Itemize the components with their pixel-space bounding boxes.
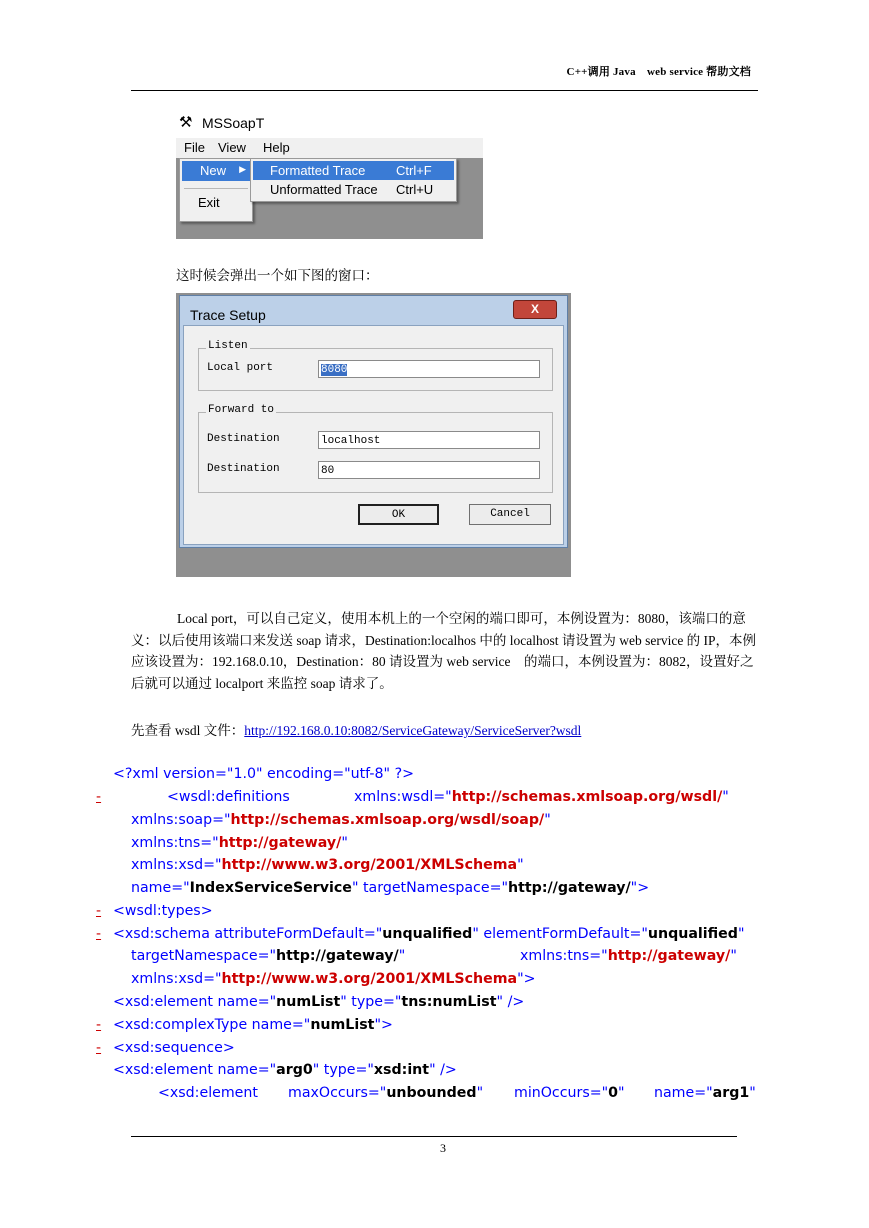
xml-attr-name: xmlns:tns=" [131, 835, 219, 851]
xml-attr-value: tns:numList [401, 994, 497, 1010]
xml-attr [354, 789, 729, 805]
xml-attr-name: xmlns:xsd=" [131, 971, 222, 987]
xml-attr-name: xmlns:tns=" [520, 948, 608, 964]
collapse-toggle[interactable]: - [96, 1017, 102, 1033]
listen-group [198, 340, 553, 391]
menu-item-shortcut: Ctrl+U [396, 182, 434, 197]
destination-label: Destination [207, 433, 280, 445]
xml-attr-value: http://gateway/ [508, 880, 631, 896]
collapse-toggle[interactable]: - [96, 926, 102, 942]
menu-item-label: Formatted Trace [270, 163, 366, 178]
xml-quote: " [544, 812, 551, 828]
wsdl-prefix: 先查看 wsdl 文件： [131, 723, 245, 738]
xml-attr-value: http://gateway/ [607, 948, 731, 964]
xml-attr [520, 948, 737, 964]
file-menu [179, 158, 253, 222]
xml-line-schema-xsd [131, 971, 536, 987]
xml-quote: "> [517, 971, 536, 987]
xml-quote: " [341, 835, 348, 851]
xml-declaration: <?xml version="1.0" encoding="utf-8" ?> [113, 766, 414, 782]
xml-quote: " [730, 948, 737, 964]
xml-tag: <xsd:sequence> [113, 1040, 235, 1056]
menu-file[interactable]: File [184, 140, 205, 155]
xml-tag: <xsd:element name=" [113, 994, 277, 1010]
xml-attr-name: xmlns:xsd=" [131, 857, 222, 873]
local-port-input[interactable] [318, 360, 540, 378]
xml-attr-value: unbounded [386, 1085, 477, 1101]
menubar [176, 138, 483, 158]
xml-quote: " [476, 1085, 484, 1101]
xml-attr-value: unqualified [382, 926, 473, 942]
paragraph-text: Local port，可以自己定义，使用本机上的一个空闲的端口即可，本例设置为：8080，该端口的意义：以后使用该端口来发送 soap 请求，Destination:localhos 中的 localhost 请设置为 web service 的 IP，本例应该设置为：192.168.0.10，Destination：80 请设置为 web service 的端口，本例设置为：8082，设置好之后就可以通过 localport 来监控 soap 请求了。 [131, 611, 757, 691]
forward-group-label: Forward to [208, 404, 275, 416]
menu-item-formatted-trace[interactable] [253, 161, 454, 180]
mssoapt-screenshot [176, 108, 483, 239]
menu-item-exit[interactable]: Exit [198, 195, 220, 210]
xml-line-schema [113, 926, 744, 942]
xml-quote: " [398, 948, 406, 964]
xml-attr [514, 1085, 625, 1101]
xml-attr-value: arg0 [276, 1062, 313, 1078]
xml-attr-name: xmlns:soap=" [131, 812, 231, 828]
local-port-label: Local port [207, 362, 274, 374]
description-paragraph [131, 608, 758, 694]
xml-tag: <wsdl:definitions [167, 789, 290, 805]
xml-quote: " /> [496, 994, 525, 1010]
xml-quote: "> [374, 1017, 393, 1033]
listen-group-label: Listen [208, 340, 248, 352]
window-titlebar [176, 108, 483, 138]
xml-line-xmlns-xsd [131, 857, 524, 873]
xml-attr-name: " type=" [340, 994, 402, 1010]
xml-line-element-arg0 [113, 1062, 457, 1078]
menu-item-unformatted-trace[interactable] [253, 180, 454, 199]
xml-attr-name: " type=" [312, 1062, 374, 1078]
xml-attr-value: 0 [608, 1085, 619, 1101]
xml-tag: <xsd:element name=" [113, 1062, 277, 1078]
xml-line-complextype [113, 1017, 393, 1033]
xml-tag: <xsd:element [158, 1085, 258, 1101]
trace-setup-dialog [179, 295, 568, 548]
xml-attr-value: http://www.w3.org/2001/XMLSchema [221, 857, 518, 873]
xml-line-xmlns-soap [131, 812, 551, 828]
wsdl-line [131, 721, 581, 741]
xml-attr-value: numList [276, 994, 341, 1010]
close-icon[interactable]: X [513, 300, 557, 319]
xml-quote: " [737, 926, 745, 942]
xml-tag: <wsdl:types> [113, 903, 213, 919]
xml-attr [131, 948, 405, 964]
xml-attr-value: http://schemas.xmlsoap.org/wsdl/ [451, 789, 723, 805]
xml-line-declaration [113, 766, 414, 782]
xml-attr-value: http://schemas.xmlsoap.org/wsdl/soap/ [230, 812, 545, 828]
xml-line-types [113, 903, 213, 919]
xml-attr-value: unqualified [647, 926, 738, 942]
new-submenu [250, 158, 457, 202]
xml-attr-value: numList [310, 1017, 375, 1033]
xml-attr-name: targetNamespace=" [131, 948, 277, 964]
xml-tag: <xsd:schema attributeFormDefault=" [113, 926, 383, 942]
collapse-toggle[interactable]: - [96, 789, 102, 805]
xml-line-sequence [113, 1040, 235, 1056]
caption-text: 这时候会弹出一个如下图的窗口： [176, 268, 379, 283]
wsdl-link[interactable]: http://192.168.0.10:8082/ServiceGateway/ServiceServer?wsdl [244, 723, 582, 738]
destination-host-input[interactable]: localhost [318, 431, 540, 449]
xml-attr-name: " targetNamespace=" [351, 880, 508, 896]
xml-attr [654, 1085, 756, 1101]
destination-port-input[interactable]: 80 [318, 461, 540, 479]
xml-attr-value: http://gateway/ [276, 948, 399, 964]
footer-rule [131, 1136, 737, 1137]
xml-line-element-numlist [113, 994, 524, 1010]
ok-button[interactable]: OK [358, 504, 439, 525]
tools-icon: ⚒ [179, 114, 193, 131]
page-header-title: C++调用 Java web service 帮助文档 [566, 66, 751, 78]
forward-group [198, 404, 553, 493]
xml-quote: " [722, 789, 729, 805]
xml-line-xmlns-tns [131, 835, 348, 851]
destination-port-label: Destination [207, 463, 280, 475]
menu-item-label: Unformatted Trace [270, 182, 378, 197]
page-number: 3 [440, 1141, 446, 1155]
menu-view[interactable]: View [218, 140, 246, 155]
cancel-button[interactable]: Cancel [469, 504, 551, 525]
collapse-toggle[interactable]: - [96, 903, 102, 919]
xml-attr-name: " elementFormDefault=" [472, 926, 648, 942]
xml-attr-value: IndexServiceService [189, 880, 352, 896]
local-port-value: 8080 [321, 364, 348, 376]
xml-quote: " [749, 1085, 756, 1101]
xml-tag: <xsd:complexType name=" [113, 1017, 311, 1033]
xml-attr-name: name=" [654, 1085, 713, 1101]
menu-separator [184, 188, 248, 189]
xml-attr-name: minOccurs=" [514, 1085, 609, 1101]
xml-quote: " [517, 857, 524, 873]
xml-quote: " /> [429, 1062, 457, 1078]
menu-help[interactable]: Help [263, 140, 290, 155]
trace-setup-screenshot [176, 293, 571, 577]
window-title: MSSoapT [202, 115, 265, 131]
menu-item-new-label: New [200, 163, 227, 178]
menu-item-new[interactable] [182, 161, 250, 181]
xml-attr-value: http://gateway/ [218, 835, 342, 851]
xml-attr-value: http://www.w3.org/2001/XMLSchema [221, 971, 518, 987]
xml-attr-name: name=" [131, 880, 190, 896]
xml-attr-value: arg1 [712, 1085, 750, 1101]
xml-attr-name: xmlns:wsdl=" [354, 789, 452, 805]
menu-item-shortcut: Ctrl+F [396, 163, 432, 178]
xml-quote: "> [630, 880, 650, 896]
xml-attr-name: maxOccurs=" [288, 1085, 387, 1101]
submenu-arrow-icon: ▶ [239, 164, 246, 174]
dialog-body [183, 325, 564, 545]
dialog-title: Trace Setup [190, 307, 266, 323]
xml-quote: " [618, 1085, 625, 1101]
xml-line-name [131, 880, 649, 896]
collapse-toggle[interactable]: - [96, 1040, 102, 1056]
xml-attr-value: xsd:int [373, 1062, 430, 1078]
xml-attr [288, 1085, 483, 1101]
header-rule [131, 90, 758, 91]
